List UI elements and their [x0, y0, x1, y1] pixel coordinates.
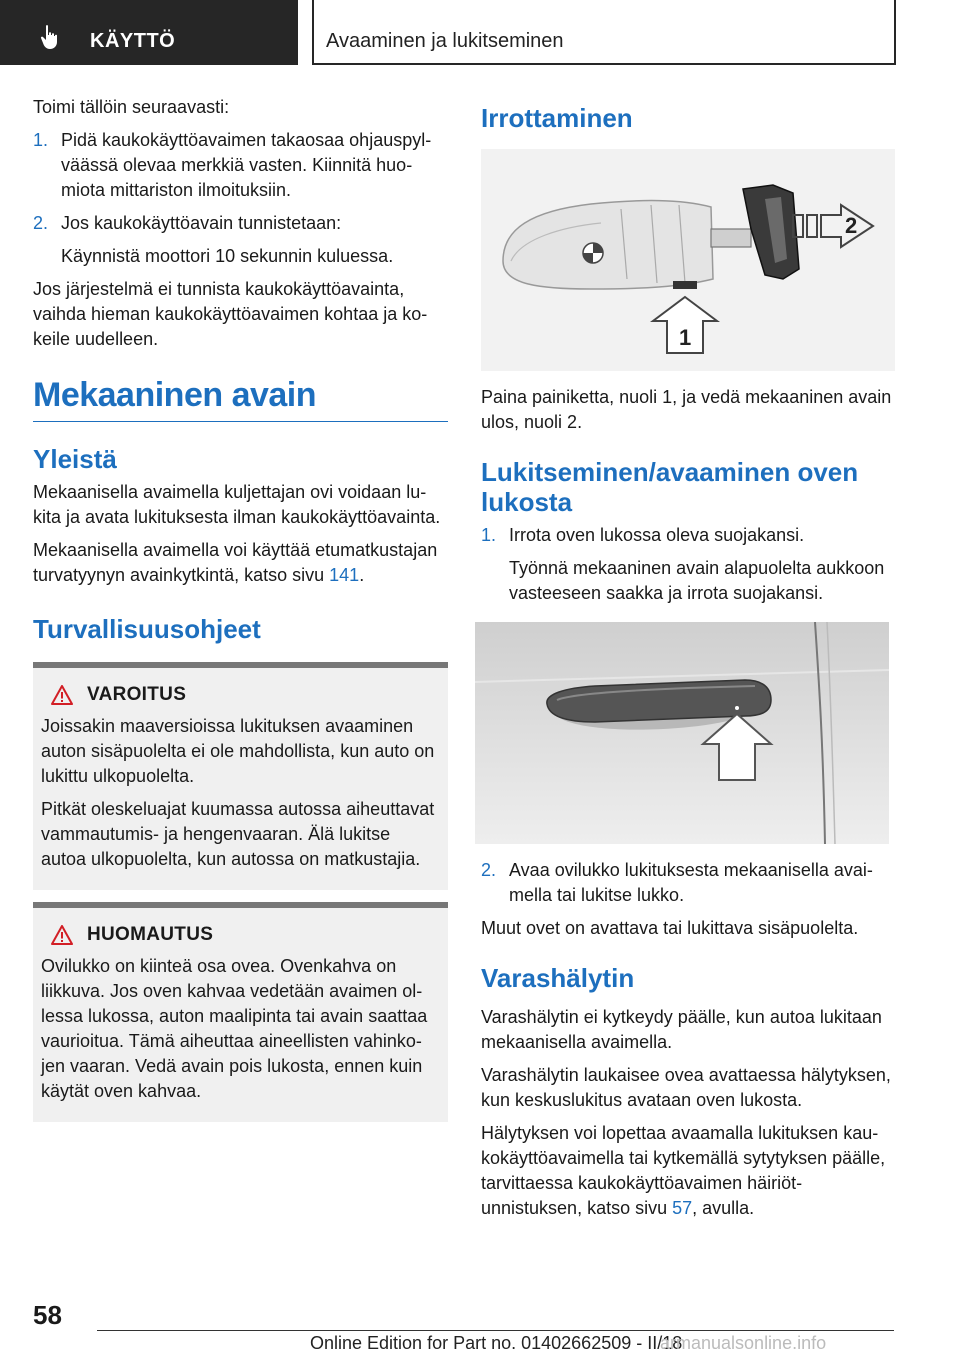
alarm-paragraph-2: Varashälytin laukaisee ovea avattaessa hälytyksen, kun keskuslukitus avataan oven lukosta.: [481, 1065, 891, 1110]
footer-divider: [97, 1330, 894, 1331]
warning-paragraph-1: Joissakin maaversioissa lukituksen avaaminen auton sisäpuolelta ei ole mahdollista, kun auto on lukittu ulkopuolelta.: [41, 716, 435, 786]
section-title: Mekaaninen avain: [33, 376, 448, 422]
arrow-label-2: 2: [845, 213, 858, 238]
general-paragraph-2-suffix: .: [359, 565, 365, 585]
header-title-box: [312, 0, 896, 65]
alarm-title: Varashälytin: [481, 963, 635, 993]
hand-pointer-icon: [40, 24, 64, 50]
list-item: [481, 858, 895, 908]
alarm-paragraph-3-suffix: , avulla.: [692, 1198, 755, 1218]
list-subtext: Käynnistä moottori 10 sekunnin kuluessa.: [61, 246, 394, 266]
edition-text: Online Edition for Part no. 01402662509 - II/18: [310, 1333, 683, 1353]
intro-text: Toimi tällöin seuraavasti:: [33, 97, 230, 117]
notice-title: HUOMAUTUS: [87, 924, 214, 945]
warning-triangle-icon: [51, 685, 73, 705]
caution-triangle-icon: [51, 925, 73, 945]
right-column: [481, 95, 895, 1229]
fallback-text: Jos järjestelmä ei tunnista kaukokäyttöavainta, vaihda hieman kaukokäyttöavaimen kohtaa ja kokeile uudelleen.: [33, 279, 428, 349]
page-number: 58: [33, 1300, 62, 1330]
notice-box: [33, 902, 448, 1122]
watermark-text: armanualsonline.info: [660, 1333, 827, 1353]
key-removal-figure: [481, 149, 895, 371]
warning-paragraph-2: Pitkät oleskeluajat kuumassa autossa aiheuttavat vammautumis- ja hengenvaaran. Älä lukitse autoa ulkopuolelta, kun autossa on matkustajia.: [41, 799, 435, 869]
list-number: 1.: [481, 525, 497, 545]
list-text: Avaa ovilukko lukituksesta mekaanisella avaimella tai lukitse lukko.: [509, 860, 873, 905]
page-link-141[interactable]: 141: [329, 565, 360, 585]
page-link-57[interactable]: 57: [672, 1198, 693, 1218]
list-number: 1.: [33, 130, 49, 150]
left-column: [33, 95, 448, 1122]
alarm-paragraph-1: Varashälytin ei kytkeydy päälle, kun autoa lukitaan mekaanisella avaimella.: [481, 1007, 882, 1052]
general-title: Yleistä: [33, 444, 117, 474]
lock-title: Lukitseminen/avaaminen oven lukosta: [481, 457, 859, 517]
general-paragraph-2: [33, 538, 448, 588]
list-number: 2.: [481, 860, 497, 880]
list-text: Pidä kaukokäyttöavaimen takaosaa ohjauspylväässä olevaa merkkiä vasten. Kiinnitä huomiota mittariston ilmoituksiin.: [61, 130, 432, 200]
general-paragraph-1: Mekaanisella avaimella kuljettajan ovi voidaan lukita ja avata lukituksesta ilman kaukokäyttöavainta.: [33, 482, 441, 527]
remove-title: Irrottaminen: [481, 103, 633, 133]
list-item: [33, 128, 448, 203]
door-handle-illustration: [475, 622, 889, 844]
general-paragraph-2-text: Mekaanisella avaimella voi käyttää etumatkustajan turvatyynyn avainkytkintä, katso sivu: [33, 540, 438, 585]
list-text: Irrota oven lukossa oleva suojakansi.: [509, 525, 805, 545]
chapter-tab: [0, 0, 298, 65]
list-text: Jos kaukokäyttöavain tunnistetaan:: [61, 213, 342, 233]
alarm-paragraph-3-text: Hälytyksen voi lopettaa avaamalla lukituksen kaukokäyttöavaimella tai kytkemällä sytytyksen päälle, tarvittaessa kaukokäyttöavaimen häiriötunnistuksen, katso sivu: [481, 1123, 886, 1218]
chapter-label: KÄYTTÖ: [90, 30, 176, 52]
key-removal-illustration: [481, 149, 895, 371]
list-item: [481, 523, 895, 548]
arrow-label-1: 1: [679, 325, 692, 350]
warning-box: [33, 662, 448, 890]
alarm-paragraph-3: [481, 1121, 895, 1221]
list-number: 2.: [33, 213, 49, 233]
warning-title: VAROITUS: [87, 684, 187, 705]
header-title: Avaaminen ja lukitseminen: [326, 30, 564, 52]
safety-title: Turvallisuusohjeet: [33, 614, 261, 644]
lock-other-text: Muut ovet on avattava tai lukittava sisäpuolelta.: [481, 918, 859, 938]
list-item: [33, 211, 448, 236]
notice-paragraph-1: Ovilukko on kiinteä osa ovea. Ovenkahva on liikkuva. Jos oven kahvaa vedetään avaimen ollessa lukossa, auton maalipinta tai avain saattaa vaurioitua. Tämä aiheuttaa aineellisten vahinkojen vaaran. Vedä avain pois lukosta, ennen kuin käytät oven kahvaa.: [41, 956, 428, 1101]
remove-caption: Paina painiketta, nuoli 1, ja vedä mekaaninen avain ulos, nuoli 2.: [481, 387, 892, 432]
list-subtext: Työnnä mekaaninen avain alapuolelta aukkoon vasteeseen saakka ja irrota suojakansi.: [509, 558, 885, 603]
door-handle-figure: [475, 622, 889, 844]
